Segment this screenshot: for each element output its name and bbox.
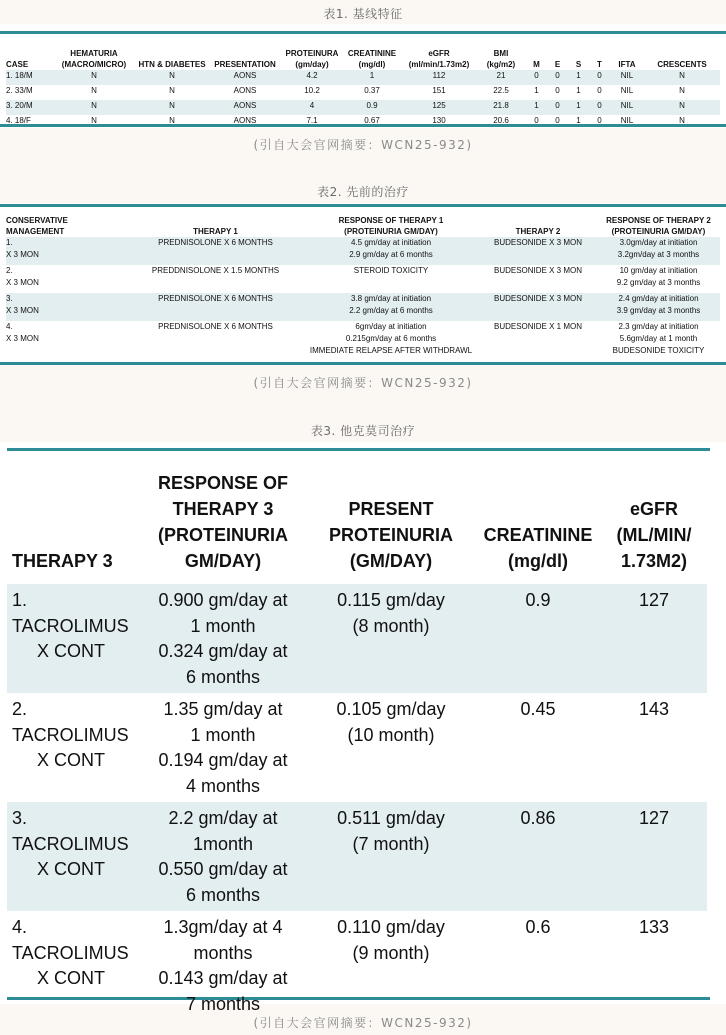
table3-panel <box>0 442 726 1014</box>
table3 <box>7 461 707 1020</box>
table-row <box>7 911 707 1020</box>
table1-caption: 表1. 基线特征 <box>323 7 403 21</box>
table-row <box>6 70 720 85</box>
table2-cell: PREDNISOLONE X 6 MONTHS <box>128 293 303 321</box>
table3-cell: 2. TACROLIMUS X CONT <box>12 699 129 770</box>
table2-header: CONSERVATIVE MANAGEMENT <box>6 216 68 236</box>
table1-cell: 1 <box>534 86 539 95</box>
table2-cell: BUDESONIDE X 3 MON <box>479 293 597 321</box>
table2-cell: 2. X 3 MON <box>6 266 39 287</box>
table2-cell: 6gm/day at initiation 0.215gm/day at 6 months IMMEDIATE RELAPSE AFTER WITHDRAWL <box>309 322 473 355</box>
table-row <box>6 293 720 321</box>
table1-header: BMI (kg/m2) <box>486 49 516 69</box>
table1-cell: 0 <box>547 100 568 115</box>
table1-source: (引自大会官网摘要：WCN25-932) <box>253 138 473 152</box>
table1-cell: 0 <box>547 70 568 85</box>
table1-cell: N <box>136 70 208 85</box>
table-row <box>6 85 720 100</box>
table1-cell: 0 <box>526 70 547 85</box>
table3-top-rule <box>7 448 710 451</box>
table3-cell: 1.35 gm/day at 1 month 0.194 gm/day at 4 months <box>158 699 288 796</box>
table2-cell: BUDESONIDE X 3 MON <box>479 237 597 265</box>
table1-header: HEMATURIA (MACRO/MICRO) <box>61 49 127 69</box>
table2-panel <box>0 203 726 365</box>
table3-cell: 0.6 <box>525 917 551 937</box>
table2-cell: 3.8 gm/day at initiation 2.2 gm/day at 6 months <box>303 293 479 321</box>
table3-cell: 0.110 gm/day (9 month) <box>337 917 445 963</box>
table3-cell: 2.2 gm/day at 1month 0.550 gm/day at 6 months <box>139 802 307 911</box>
table1-cell: NIL <box>610 70 644 85</box>
table1 <box>6 36 720 130</box>
table1-cell: N <box>91 86 97 95</box>
table2-cell: BUDESONIDE X 1 MON <box>493 322 582 331</box>
table1-cell: 10.2 <box>304 86 320 95</box>
table2-bottom-rule <box>0 362 726 365</box>
table-row <box>6 321 720 357</box>
table3-cell: 0.86 <box>475 802 601 911</box>
table1-header: PRESENTATION <box>214 60 276 69</box>
table1-cell: N <box>136 100 208 115</box>
table2-caption: 表2. 先前的治疗 <box>317 185 409 199</box>
table2-cell: BUDESONIDE X 3 MON <box>493 266 582 275</box>
table1-cell: N <box>169 116 175 125</box>
table2-header: THERAPY 1 <box>193 227 238 236</box>
table1-header: IFTA <box>618 60 636 69</box>
table2-cell: PREDDNISOLONE X 1.5 MONTHS <box>151 266 280 275</box>
table2-cell: 3.0gm/day at initiation 3.2gm/day at 3 months <box>597 237 720 265</box>
table2-cell: PREDNISOLONE X 6 MONTHS <box>128 237 303 265</box>
table1-cell: 0 <box>597 86 602 95</box>
table1-cell: 151 <box>432 86 446 95</box>
table1-cell: 0.37 <box>364 86 380 95</box>
table-row <box>7 693 707 802</box>
table2-cell: 3. X 3 MON <box>6 293 128 321</box>
table3-header: RESPONSE OF THERAPY 3 (PROTEINURIA GM/DAY) <box>157 473 289 571</box>
table1-cell: 0 <box>555 116 560 125</box>
table2-header: RESPONSE OF THERAPY 2 (PROTEINURIA GM/DAY) <box>606 216 711 236</box>
table1-cell: 0.9 <box>342 100 402 115</box>
table1-cell: 1 <box>576 116 581 125</box>
table3-cell: 0.900 gm/day at 1 month 0.324 gm/day at 6 months <box>139 584 307 693</box>
table3-cell: 0.9 <box>475 584 601 693</box>
table3-cell: 133 <box>638 917 670 937</box>
table2-cell: 4.5 gm/day at initiation 2.9 gm/day at 6 months <box>303 237 479 265</box>
table1-cell: 1 <box>568 100 589 115</box>
table1-cell: 112 <box>402 70 476 85</box>
table-row <box>6 115 720 130</box>
table1-cell: AONS <box>208 100 282 115</box>
table3-cell: 3. TACROLIMUS X CONT <box>7 802 139 911</box>
table3-header: THERAPY 3 <box>12 551 113 571</box>
table1-cell: 2. 33/M <box>6 86 33 95</box>
table-row <box>6 100 720 115</box>
table2-source: (引自大会官网摘要：WCN25-932) <box>253 376 473 390</box>
table3-cell: 127 <box>601 802 707 911</box>
table1-cell: 4 <box>282 100 342 115</box>
table1-cell: 4. 18/F <box>6 116 31 125</box>
table1-header: CREATININE (mg/dl) <box>347 49 397 69</box>
table1-cell: NIL <box>620 116 634 125</box>
table1-cell: N <box>679 116 685 125</box>
table1-header: HTN & DIABETES <box>138 60 206 69</box>
table1-top-rule <box>0 31 726 34</box>
table1-header: eGFR (ml/min/1.73m2) <box>408 49 470 69</box>
table3-header: CREATININE (mg/dl) <box>483 525 593 571</box>
table1-cell: NIL <box>620 86 634 95</box>
table1-cell: NIL <box>610 100 644 115</box>
table1-cell: 0 <box>555 86 560 95</box>
table1-cell: 1 <box>526 100 547 115</box>
table2-cell: 2.3 gm/day at initiation 5.6gm/day at 1 month BUDESONIDE TOXICITY <box>612 322 705 355</box>
table1-cell: N <box>644 100 720 115</box>
table1-cell: N <box>644 70 720 85</box>
table1-cell: 1. 18/M <box>6 70 52 85</box>
table1-cell: 20.6 <box>493 116 509 125</box>
table1-cell: 21.8 <box>476 100 526 115</box>
table1-header: CASE <box>6 60 29 69</box>
table2-header: RESPONSE OF THERAPY 1 (PROTEINURIA GM/DAY) <box>338 216 444 236</box>
table1-cell: 1 <box>576 86 581 95</box>
table1-cell: 0 <box>589 100 610 115</box>
table3-cell: 143 <box>638 699 670 719</box>
table1-header: T <box>597 60 602 69</box>
table3-cell: 0.105 gm/day (10 month) <box>336 699 446 745</box>
table3-caption: 表3. 他克莫司治疗 <box>310 424 416 438</box>
table3-header: PRESENT PROTEINURIA (GM/DAY) <box>328 499 453 571</box>
table2-cell: 1. X 3 MON <box>6 237 128 265</box>
table3-cell: 4. TACROLIMUS X CONT <box>12 917 129 988</box>
table1-cell: AONS <box>233 86 257 95</box>
table1-cell: 4.2 <box>282 70 342 85</box>
table2-cell: 4. X 3 MON <box>6 322 39 343</box>
table3-cell: 127 <box>601 584 707 693</box>
table1-cell: 1 <box>568 70 589 85</box>
table3-header: eGFR (ML/MIN/ 1.73M2) <box>616 499 692 571</box>
table1-cell: 130 <box>432 116 446 125</box>
table3-cell: 0.45 <box>520 699 556 719</box>
table3-cell: 1. TACROLIMUS X CONT <box>7 584 139 693</box>
table1-cell: 125 <box>402 100 476 115</box>
table1-cell: N <box>52 70 136 85</box>
table1-panel <box>0 24 726 128</box>
table1-header: M <box>533 60 540 69</box>
table2 <box>6 209 720 357</box>
table2-cell: STEROID TOXICITY <box>353 266 429 275</box>
table1-cell: AONS <box>208 70 282 85</box>
table1-cell: N <box>91 116 97 125</box>
table1-cell: 21 <box>476 70 526 85</box>
table3-cell: 1.3gm/day at 4 months 0.143 gm/day at 7 months <box>158 917 288 1014</box>
table3-cell: 0.115 gm/day (8 month) <box>307 584 475 693</box>
table3-cell: 0.511 gm/day (7 month) <box>307 802 475 911</box>
table1-cell: N <box>679 86 685 95</box>
table1-header: CRESCENTS <box>657 60 707 69</box>
table1-cell: N <box>169 86 175 95</box>
table1-cell: 0 <box>589 70 610 85</box>
table1-header: E <box>554 60 561 69</box>
table1-cell: 22.5 <box>493 86 509 95</box>
table2-cell: 2.4 gm/day at initiation 3.9 gm/day at 3 months <box>597 293 720 321</box>
table1-cell: 0.67 <box>364 116 380 125</box>
table2-cell: PREDNISOLONE X 6 MONTHS <box>158 322 273 331</box>
table1-cell: 1 <box>342 70 402 85</box>
table-row <box>7 802 707 911</box>
table2-cell: 10 gm/day at initiation 9.2 gm/day at 3 months <box>616 266 701 287</box>
table1-cell: 7.1 <box>306 116 318 125</box>
table2-top-rule <box>0 204 726 207</box>
table3-source: (引自大会官网摘要：WCN25-932) <box>253 1016 473 1030</box>
table-row <box>7 584 707 693</box>
table1-cell: 3. 20/M <box>6 100 52 115</box>
table1-cell: N <box>52 100 136 115</box>
table2-header: THERAPY 2 <box>515 227 561 236</box>
table1-cell: 0 <box>534 116 539 125</box>
table1-cell: AONS <box>233 116 257 125</box>
table1-header: S <box>575 60 582 69</box>
table1-cell: 0 <box>597 116 602 125</box>
table-row <box>6 237 720 265</box>
table1-header: PROTEINURA (gm/day) <box>285 49 339 69</box>
table-row <box>6 265 720 293</box>
